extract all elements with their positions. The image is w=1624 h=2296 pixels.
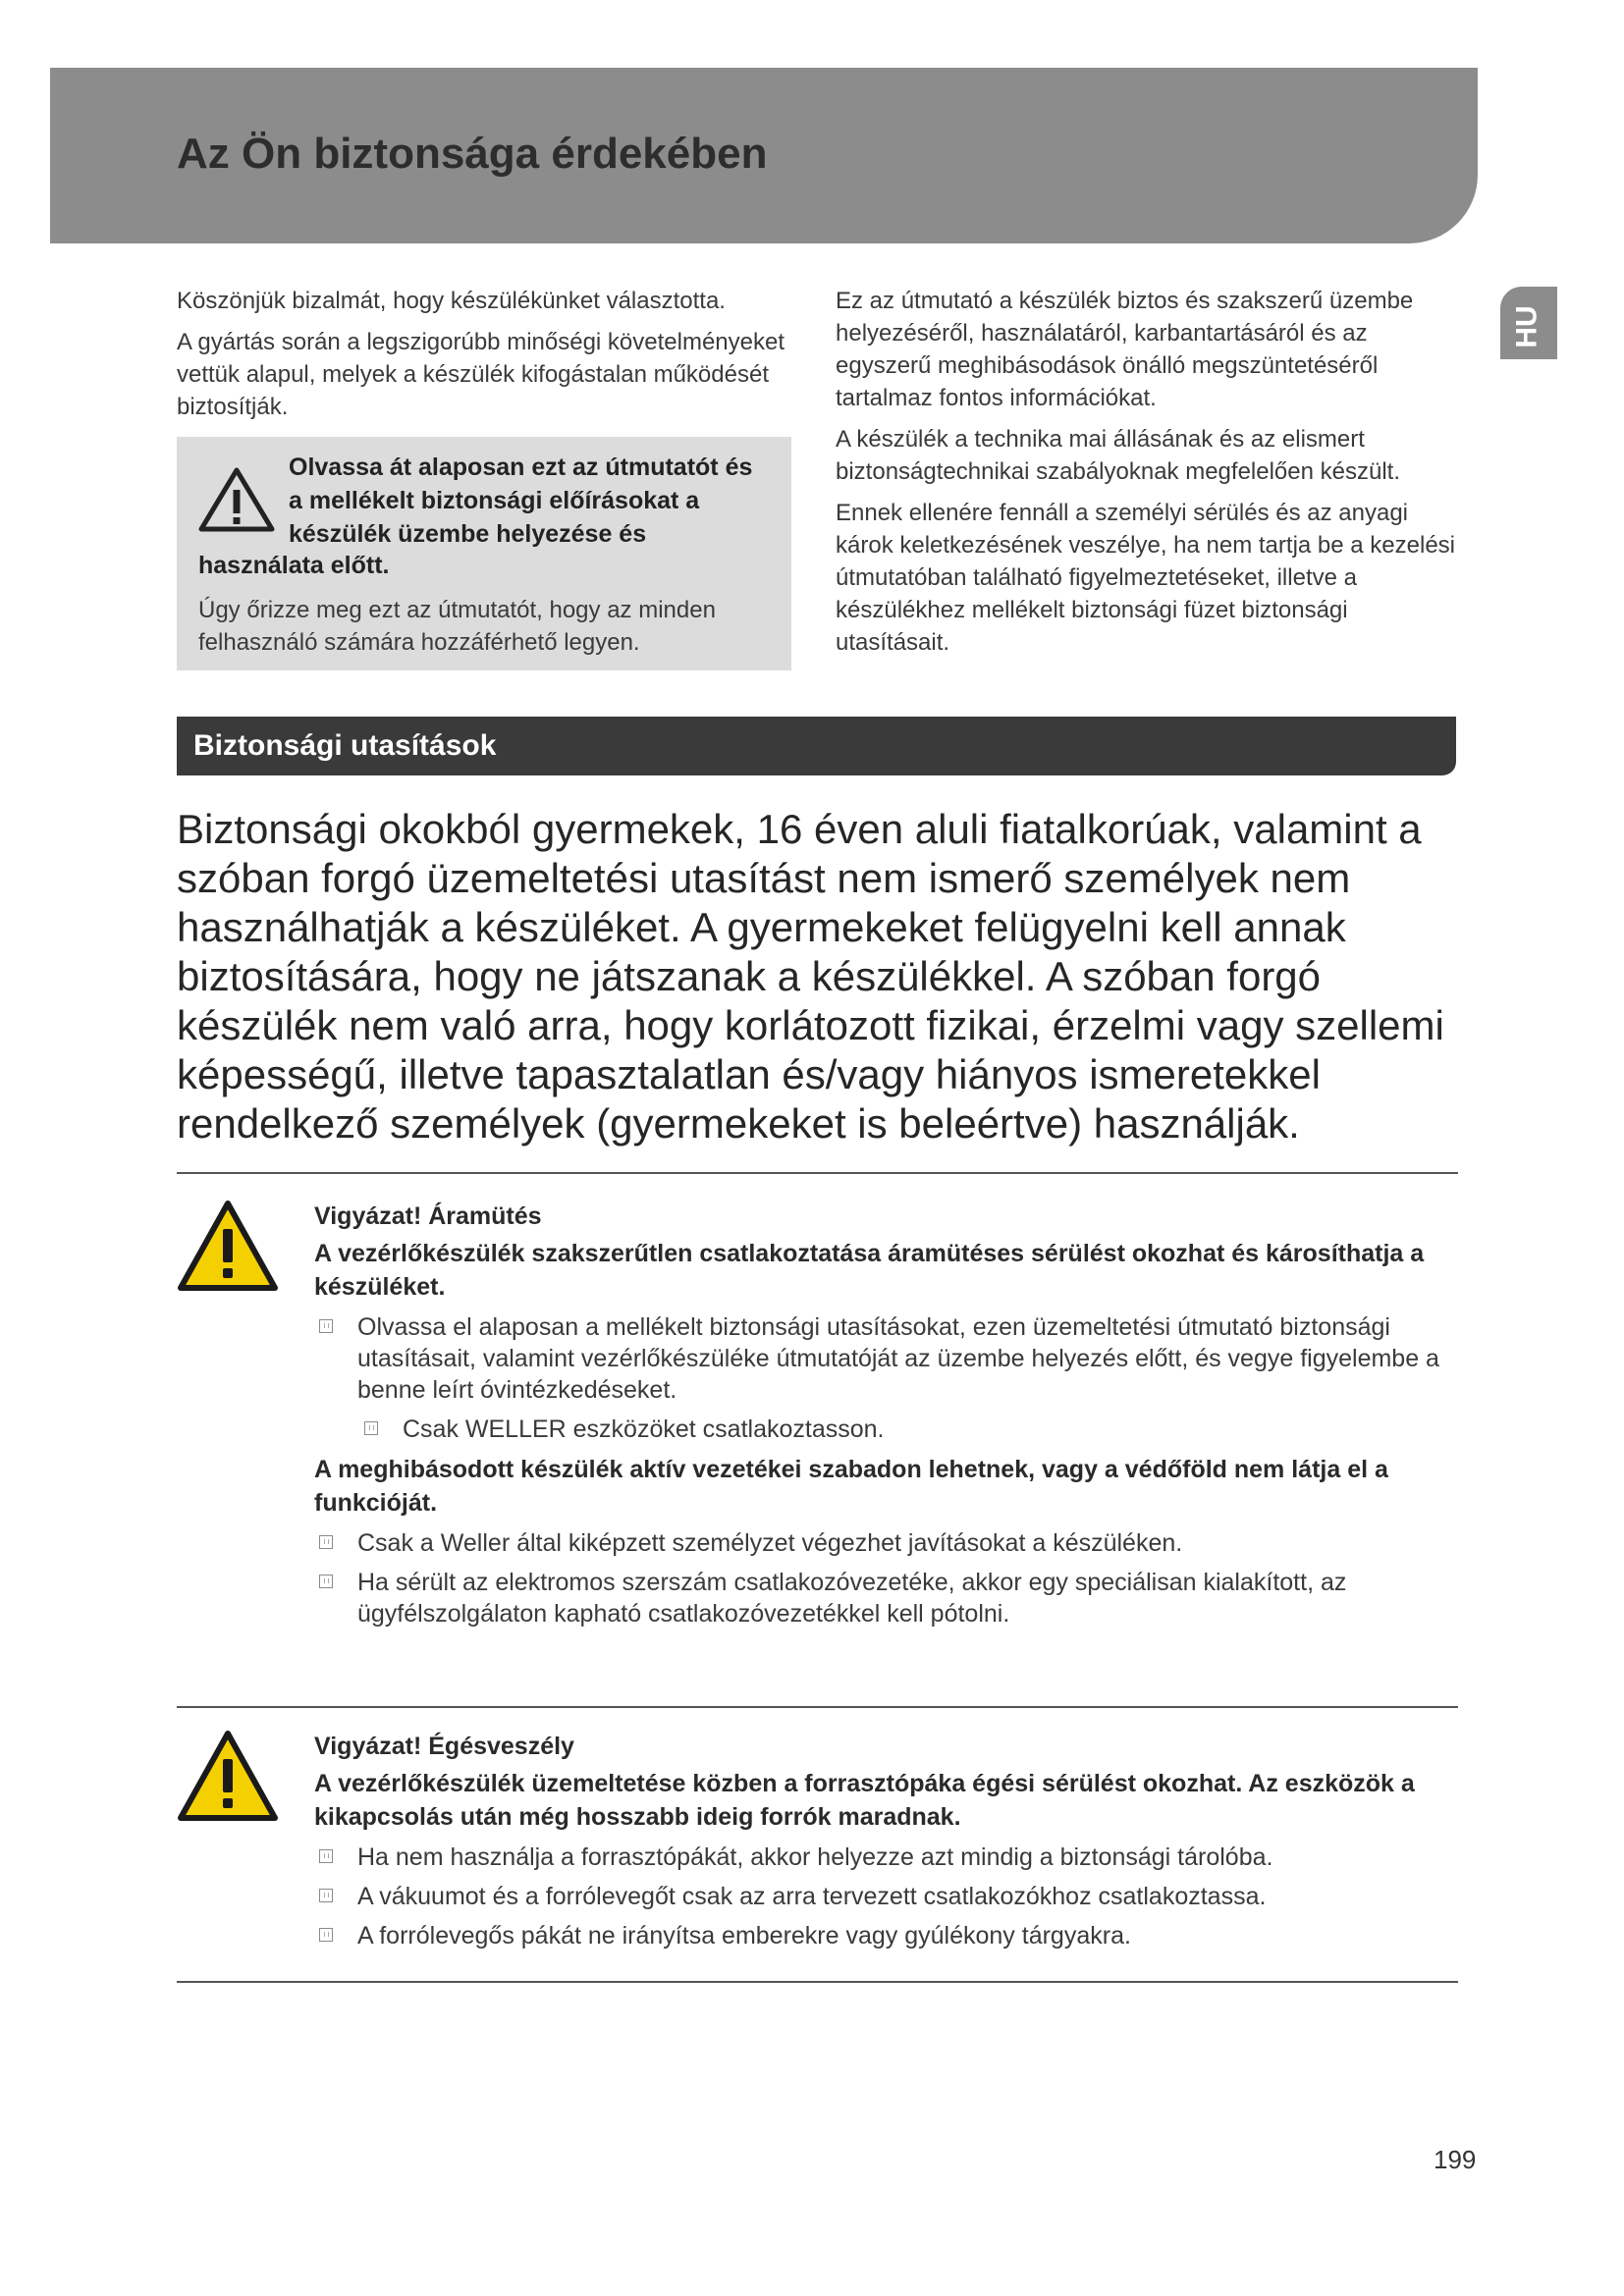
warning-burn-hazard [177,1730,1463,1959]
list-item: Csak a Weller által kiképzett személyzet végezhet javításokat a készüléken. [314,1527,1463,1559]
intro-state-of-art: A készülék a technika mai állásának és az elismert biztonságtechnikai szabályoknak megfelelően készült. [836,426,1401,485]
checkbox-bullet-icon [319,1319,333,1333]
warning-statement: A vezérlőkészülék üzemeltetése közben a forrasztópáka égési sérülést okozhat. Az eszközök a kikapcsolás után még hosszabb ideig forrók maradnak. [314,1770,1415,1831]
checkbox-bullet-icon [319,1575,333,1588]
list-item: Ha nem használja a forrasztópákát, akkor helyezze azt mindig a biztonsági tárolóba. [314,1842,1463,1873]
divider [177,1706,1458,1708]
warning-title: Vigyázat! Áramütés [314,1202,542,1230]
list-item: A vákuumot és a forrólevegőt csak az arra tervezett csatlakozókhoz csatlakoztassa. [314,1881,1463,1912]
section-title: Biztonsági utasítások [193,729,497,762]
warning-statement: A meghibásodott készülék aktív vezetékei szabadon lehetnek, vagy a védőföld nem látja el a funkcióját. [314,1456,1388,1517]
intro-thanks: Köszönjük bizalmát, hogy készülékünket választotta. [177,288,726,314]
warning-icon [177,1730,279,1824]
warning-instructions [314,1311,1463,1445]
warning-statement: A vezérlőkészülék szakszerűtlen csatlakoztatása áramütéses sérülést okozhat és károsíthatja a készüléket. [314,1240,1425,1301]
warning-instructions [314,1842,1463,1951]
warning-title: Vigyázat! Égésveszély [314,1733,574,1760]
safety-lead-paragraph: Biztonsági okokból gyermekek, 16 éven aluli fiatalkorúak, valamint a szóban forgó üzemeltetési utasítást nem ismerő személyek nem használhatják a készüléket. A gyermekeket felügyelni kell annak biztosítására, hogy ne játszanak a készülékkel. A szóban forgó készülék nem való arra, hogy korlátozott fizikai, érzelmi vagy szellemi képességű, illetve tapasztalatlan és/vagy hiányos ismeretekkel rendelkező személyek (gyermekeket is beleértve) használják. [177,806,1444,1147]
warning-triangle-icon [198,466,275,533]
intro-left-column [177,285,795,670]
checkbox-bullet-icon [319,1535,333,1549]
checkbox-bullet-icon [319,1889,333,1902]
divider [177,1981,1458,1983]
section-header [177,717,1456,775]
intro-risk-notice: Ennek ellenére fennáll a személyi sérülés és az anyagi károk keletkezésének veszélye, ha nem tartja be a kezelési útmutatóban található figyelmeztetéseket, illetve a készülékhez mellékelt biztonsági füzet biztonsági utasításait. [836,500,1455,656]
checkbox-bullet-icon [319,1928,333,1942]
notice-bold-tail: használata előtt. [198,552,390,579]
language-tab [1500,287,1557,359]
warning-icon [177,1200,279,1294]
list-item: A forrólevegős pákát ne irányítsa emberekre vagy gyúlékony tárgyakra. [314,1920,1463,1951]
checkbox-bullet-icon [364,1421,378,1435]
list-item: Csak WELLER eszközöket csatlakoztasson. [359,1414,1463,1445]
warning-instructions [314,1527,1463,1629]
intro-manual-purpose: Ez az útmutató a készülék biztos és szakszerű üzembe helyezéséről, használatáról, karbantartásáról és az egyszerű meghibásodások önálló megszüntetéséről tartalmaz fontos információkat. [836,288,1414,411]
page-number: 199 [1434,2145,1477,2174]
list-item: Ha sérült az elektromos szerszám csatlakozóvezetéke, akkor egy speciálisan kialakított, az ügyfélszolgálaton kapható csatlakozóvezetékkel kell pótolni. [314,1567,1463,1629]
intro-right-column [836,285,1464,667]
warning-electric-shock [177,1200,1463,1637]
notice-keep-manual: Úgy őrizze meg ezt az útmutatót, hogy az minden felhasználó számára hozzáférhető legyen. [198,597,716,656]
read-manual-notice [177,437,791,670]
page-title: Az Ön biztonsága érdekében [177,130,768,178]
divider [177,1172,1458,1174]
list-item: Olvassa el alaposan a mellékelt biztonsági utasításokat, ezen üzemeltetési útmutató biztonsági utasításait, valamint vezérlőkészüléke útmutatóját az üzembe helyezés előtt, és vegye figyelembe a benne leírt óvintézkedéseket. [314,1311,1463,1406]
notice-bold-text: Olvassa át alaposan ezt az útmutatót és a mellékelt biztonsági előírásokat a készülék üzembe helyezése és [289,454,753,548]
intro-quality: A gyártás során a legszigorúbb minőségi követelményeket vettük alapul, melyek a készülék kifogástalan működését biztosítják. [177,329,785,420]
checkbox-bullet-icon [319,1849,333,1863]
language-code: HU [1510,305,1543,348]
